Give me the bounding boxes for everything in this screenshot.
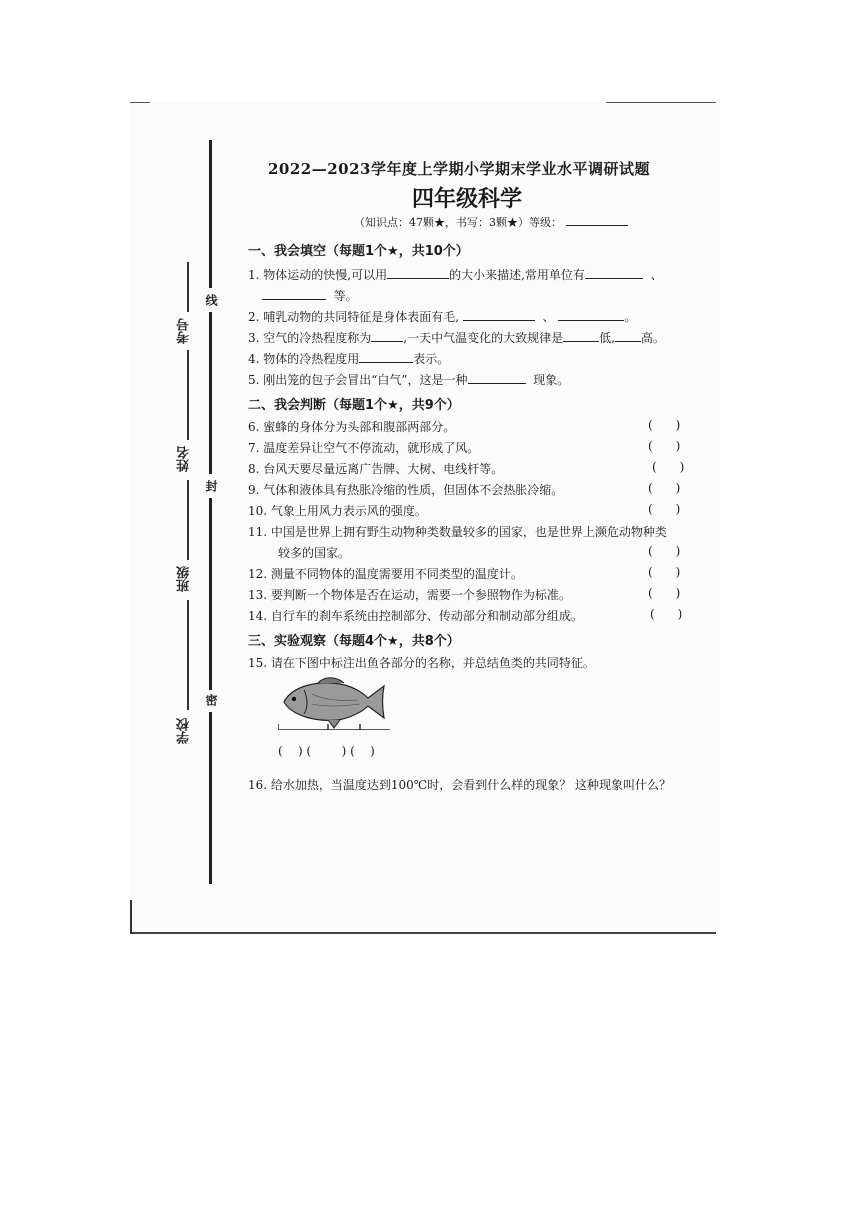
judge-item: 13. 要判断一个物体是否在运动，需要一个参照物作为标准。: [248, 588, 571, 602]
judge-item: 12. 测量不同物体的温度需要用不同类型的温度计。: [248, 567, 523, 581]
answer-blank[interactable]: [371, 330, 403, 342]
q3-text: 低,: [599, 331, 615, 345]
question-5: [248, 371, 569, 388]
seal-char-feng: 封: [204, 480, 218, 492]
label-exam-number: 考号: [177, 318, 192, 344]
exam-info: [354, 214, 628, 230]
judge-item: 6. 蜜蜂的身体分为头部和腹部两部分。: [248, 420, 456, 434]
answer-blank[interactable]: [387, 267, 449, 279]
answer-paren[interactable]: ( ): [648, 502, 681, 516]
answer-blank[interactable]: [558, 309, 624, 321]
section-heading-fill: 一、我会填空（每题1个★，共10个）: [248, 244, 469, 259]
judge-item: 8. 台风天要尽量远离广告牌、大树、电线杆等。: [248, 462, 504, 476]
question-3: [248, 329, 665, 346]
q4-text: 表示。: [413, 352, 450, 366]
answer-paren[interactable]: ( ): [652, 460, 685, 474]
answer-paren[interactable]: ( ): [650, 607, 683, 621]
label-school: 学校: [177, 718, 192, 744]
fill-line: [187, 480, 189, 560]
score-info: （知识点：47颗★，书写：3颗★）等级：: [354, 216, 562, 229]
fill-line: [187, 262, 189, 312]
q2-text: 2. 哺乳动物的共同特征是身体表面有毛,: [248, 310, 460, 324]
label-class: 班级: [177, 566, 192, 592]
exam-title: 2022—2023学年度上学期小学期末学业水平调研试题: [268, 160, 650, 178]
label-name: 姓名: [177, 446, 192, 472]
q2-text: 。: [624, 310, 637, 324]
fish-part-labels[interactable]: ( ) ( ) ( ): [278, 744, 375, 758]
q5-text: 5. 刚出笼的包子会冒出“白气”，这是一种: [248, 373, 468, 387]
answer-blank[interactable]: [359, 351, 413, 363]
answer-paren[interactable]: ( ): [648, 565, 681, 579]
q3-text: ,一天中气温变化的大致规律是: [403, 331, 564, 345]
binding-line: [209, 312, 212, 474]
question-2: [248, 308, 636, 325]
q4-text: 4. 物体的冷热程度用: [248, 352, 360, 366]
question-1: [248, 266, 663, 283]
fish-illustration: [278, 674, 390, 730]
judge-item: 7. 温度差异让空气不停流动，就形成了风。: [248, 441, 480, 455]
fill-line: [187, 600, 189, 710]
answer-paren[interactable]: ( ): [648, 544, 681, 558]
q3-text: 高。: [640, 331, 665, 345]
q1-text: 等。: [333, 289, 358, 303]
question-16: 16. 给水加热，当温度达到100℃时，会看到什么样的现象？ 这种现象叫什么？: [248, 778, 672, 792]
answer-blank[interactable]: [463, 309, 535, 321]
judge-item: 14. 自行车的刹车系统由控制部分、传动部分和制动部分组成。: [248, 609, 583, 623]
exam-subject: 四年级科学: [412, 187, 523, 212]
q1-text: 的大小来描述,常用单位有: [449, 268, 585, 282]
answer-blank[interactable]: [615, 330, 641, 342]
q2-text: 、: [542, 310, 555, 324]
judge-item: 较多的国家。: [278, 546, 351, 560]
q1-text: 、: [650, 268, 663, 282]
paper-edge: [130, 102, 150, 103]
section-heading-judge: 二、我会判断（每题1个★，共9个）: [248, 398, 460, 413]
answer-blank[interactable]: [468, 372, 526, 384]
q1-text: 1. 物体运动的快慢,可以用: [248, 268, 388, 282]
answer-blank[interactable]: [563, 330, 599, 342]
judge-item: 10. 气象上用风力表示风的强度。: [248, 504, 427, 518]
answer-blank[interactable]: [585, 267, 643, 279]
q3-text: 3. 空气的冷热程度称为: [248, 331, 372, 345]
judge-item: 11. 中国是世界上拥有野生动物种类数量较多的国家，也是世界上濒危动物种类: [248, 525, 667, 539]
answer-paren[interactable]: ( ): [648, 418, 681, 432]
question-4: [248, 350, 449, 367]
question-1-cont: [262, 287, 358, 304]
answer-paren[interactable]: ( ): [648, 481, 681, 495]
answer-paren[interactable]: ( ): [648, 439, 681, 453]
seal-char-mi: 密: [204, 694, 218, 706]
judge-item: 9. 气体和液体具有热胀冷缩的性质，但固体不会热胀冷缩。: [248, 483, 564, 497]
fill-line: [187, 350, 189, 440]
binding-line: [209, 498, 212, 690]
q5-text: 现象。: [533, 373, 570, 387]
paper-edge: [606, 102, 716, 103]
question-15: 15. 请在下图中标注出鱼各部分的名称，并总结鱼类的共同特征。: [248, 656, 595, 670]
paper-edge: [130, 932, 716, 934]
binding-line: [209, 140, 212, 288]
section-heading-observe: 三、实验观察（每题4个★，共8个）: [248, 634, 460, 649]
binding-line: [209, 712, 212, 884]
grade-blank[interactable]: [566, 215, 628, 226]
answer-blank[interactable]: [262, 288, 326, 300]
answer-paren[interactable]: ( ): [648, 586, 681, 600]
seal-char-xian: 线: [204, 294, 218, 306]
paper-edge: [130, 900, 132, 934]
